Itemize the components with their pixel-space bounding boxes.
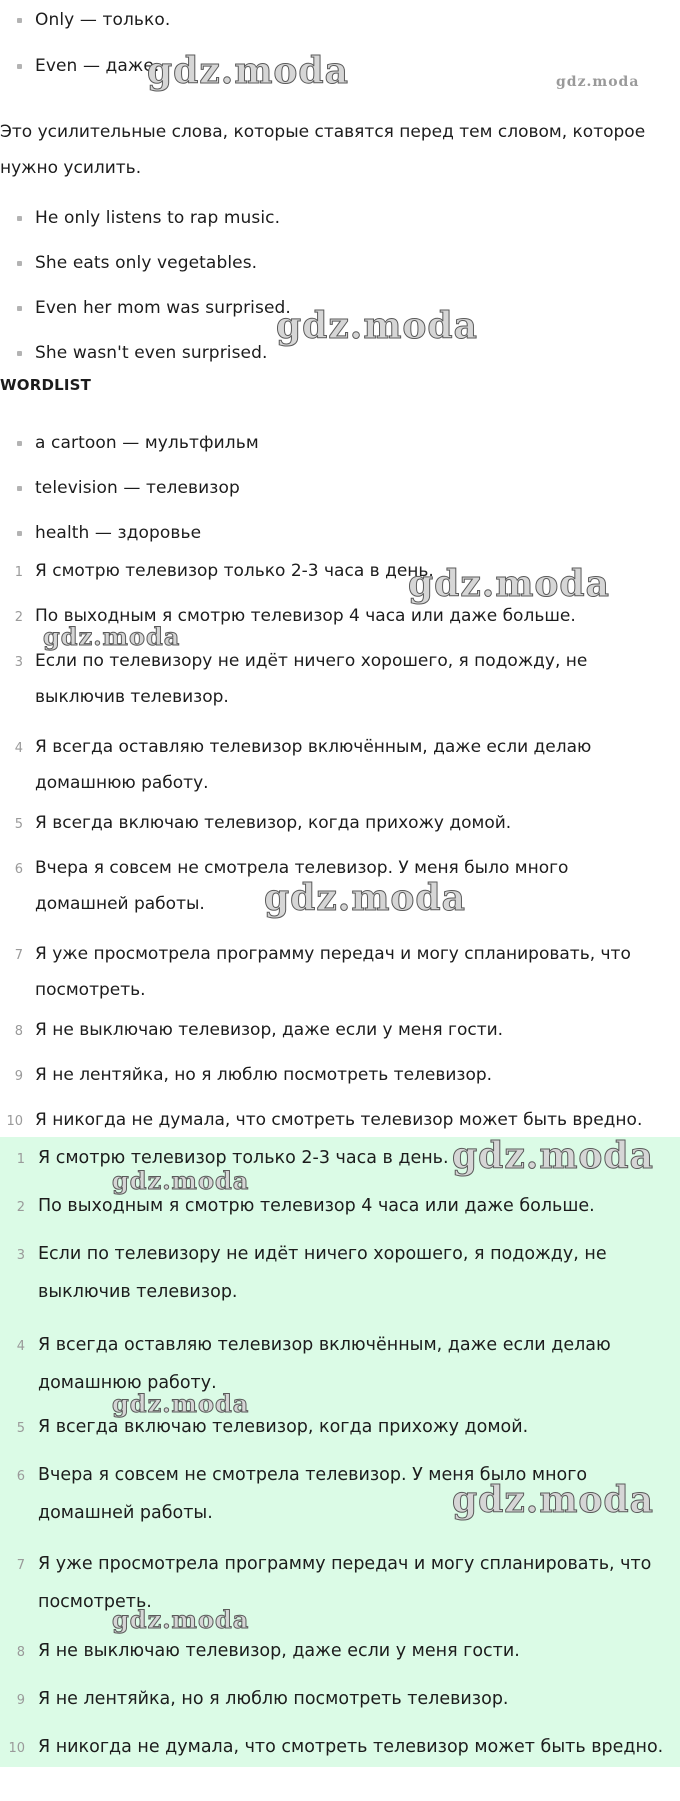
item-number: 9 xyxy=(14,1069,23,1084)
item-text: Я никогда не думала, что смотреть телевизор может быть вредно. xyxy=(35,1110,643,1130)
item-text: Если по телевизору не идёт ничего хорошего, я подожду, не выключив телевизор. xyxy=(35,651,588,707)
list-item-text: She wasn't even surprised. xyxy=(35,343,268,363)
watermark: gdz.moda xyxy=(112,1605,250,1634)
item-number: 2 xyxy=(16,1200,25,1215)
bullet-icon xyxy=(17,64,22,69)
item-number: 4 xyxy=(14,741,23,756)
item-number: 1 xyxy=(14,565,23,580)
item-number: 5 xyxy=(14,817,23,832)
item-text: Я всегда оставляю телевизор включённым, даже если делаю домашнюю работу. xyxy=(35,737,592,793)
item-text: Я не лентяйка, но я люблю посмотреть телевизор. xyxy=(38,1689,509,1709)
item-text: Я уже просмотрела программу передач и могу спланировать, что посмотреть. xyxy=(38,1554,652,1612)
watermark: gdz.moda xyxy=(408,563,610,605)
item-text: Я смотрю телевизор только 2-3 часа в день. xyxy=(38,1148,449,1168)
item-number: 7 xyxy=(14,948,23,963)
item-text: По выходным я смотрю телевизор 4 часа или даже больше. xyxy=(38,1196,595,1216)
item-number: 10 xyxy=(8,1741,25,1756)
watermark: gdz.moda xyxy=(452,1135,654,1177)
item-text: Я не выключаю телевизор, даже если у меня гости. xyxy=(38,1641,520,1661)
bullet-icon xyxy=(17,486,22,491)
item-number: 10 xyxy=(6,1114,23,1129)
item-number: 3 xyxy=(14,655,23,670)
list-item-text: television — телевизор xyxy=(35,478,240,498)
bullet-icon xyxy=(17,261,22,266)
watermark: gdz.moda xyxy=(112,1389,250,1418)
item-text: По выходным я смотрю телевизор 4 часа или даже больше. xyxy=(35,606,576,626)
wordlist-heading: WORDLIST xyxy=(0,376,92,394)
list-item-text: a cartoon — мультфильм xyxy=(35,433,259,453)
item-number: 2 xyxy=(14,610,23,625)
item-number: 4 xyxy=(16,1339,25,1354)
list-item-text: She eats only vegetables. xyxy=(35,253,258,273)
item-number: 6 xyxy=(14,862,23,877)
item-text: Вчера я совсем не смотрела телевизор. У меня было много домашней работы. xyxy=(38,1465,588,1523)
watermark: gdz.moda xyxy=(264,877,466,919)
list-item-text: Only — только. xyxy=(35,10,171,30)
list-item-text: Even her mom was surprised. xyxy=(35,298,291,318)
item-number: 7 xyxy=(16,1558,25,1573)
watermark: gdz.moda xyxy=(556,74,640,90)
watermark: gdz.moda xyxy=(112,1166,250,1195)
explanation-paragraph: Это усилительные слова, которые ставятся перед тем словом, которое нужно усилить. xyxy=(0,122,646,178)
item-text: Я всегда оставляю телевизор включённым, даже если делаю домашнюю работу. xyxy=(38,1335,611,1393)
item-number: 1 xyxy=(16,1152,25,1167)
bullet-icon xyxy=(17,216,22,221)
watermark: gdz.moda xyxy=(147,50,349,92)
item-text: Вчера я совсем не смотрела телевизор. У меня было много домашней работы. xyxy=(35,858,569,914)
item-number: 3 xyxy=(16,1248,25,1263)
item-text: Я смотрю телевизор только 2-3 часа в день. xyxy=(35,561,434,581)
watermark: gdz.moda xyxy=(452,1479,654,1521)
item-text: Я уже просмотрела программу передач и могу спланировать, что посмотреть. xyxy=(35,944,631,1000)
item-text: Я никогда не думала, что смотреть телевизор может быть вредно. xyxy=(38,1737,664,1757)
list-item-text: He only listens to rap music. xyxy=(35,208,281,228)
item-number: 5 xyxy=(16,1421,25,1436)
item-text: Я всегда включаю телевизор, когда прихожу домой. xyxy=(38,1417,529,1437)
item-number: 8 xyxy=(16,1645,25,1660)
item-number: 6 xyxy=(16,1469,25,1484)
item-number: 9 xyxy=(16,1693,25,1708)
item-number: 8 xyxy=(14,1024,23,1039)
list-item-text: Even — даже. xyxy=(35,56,160,76)
watermark: gdz.moda xyxy=(276,305,478,347)
answer-panel xyxy=(0,1137,680,1767)
item-text: Я не выключаю телевизор, даже если у меня гости. xyxy=(35,1020,504,1040)
bullet-icon xyxy=(17,306,22,311)
item-text: Я не лентяйка, но я люблю посмотреть телевизор. xyxy=(35,1065,493,1085)
bullet-icon xyxy=(17,18,22,23)
list-item-text: health — здоровье xyxy=(35,523,202,543)
bullet-icon xyxy=(17,531,22,536)
item-text: Я всегда включаю телевизор, когда прихожу домой. xyxy=(35,813,512,833)
bullet-icon xyxy=(17,351,22,356)
watermark: gdz.moda xyxy=(43,622,181,651)
bullet-icon xyxy=(17,441,22,446)
item-text: Если по телевизору не идёт ничего хорошего, я подожду, не выключив телевизор. xyxy=(38,1244,607,1302)
